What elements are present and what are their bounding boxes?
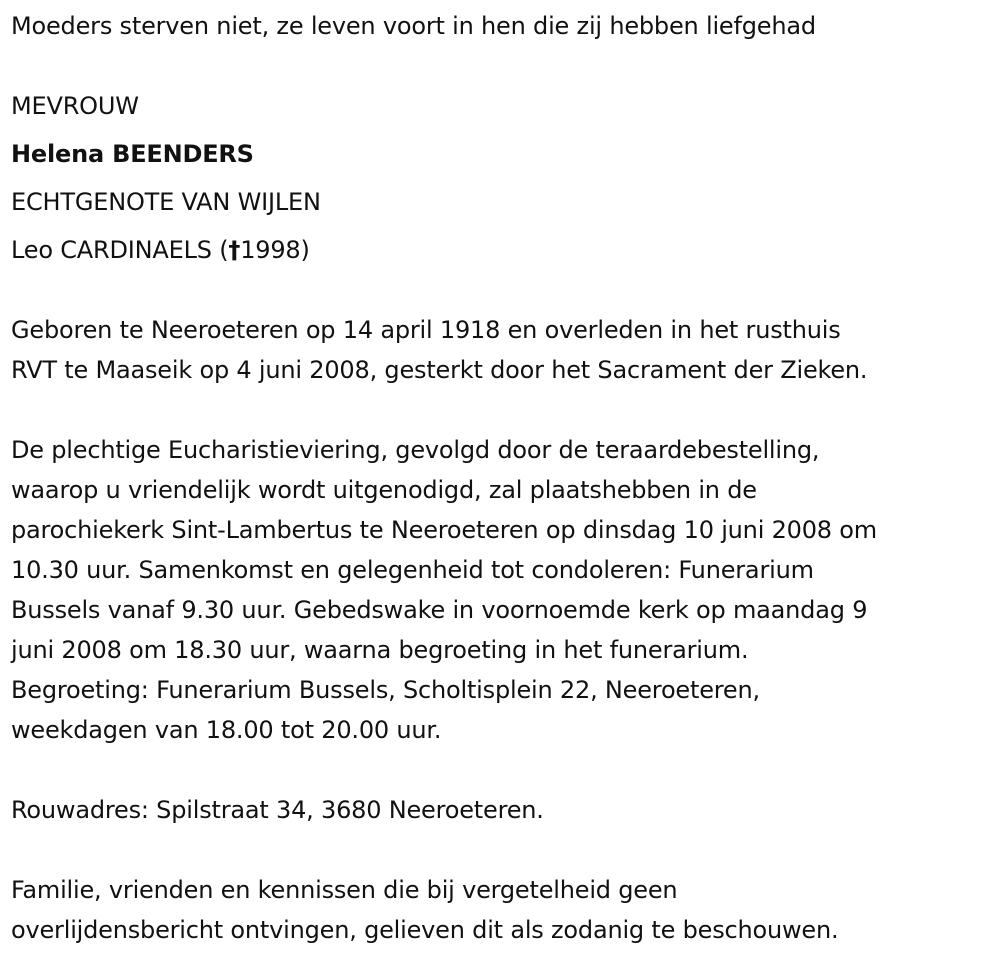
deceased-name: Helena BEENDERS (11, 140, 254, 168)
paragraph-line: overlijdensbericht ontvingen, gelieven dit als zodanig te beschouwen. (11, 916, 839, 944)
paragraph-line: Bussels vanaf 9.30 uur. Gebedswake in voornoemde kerk op maandag 9 (11, 596, 868, 624)
mourning-address: Rouwadres: Spilstraat 34, 3680 Neeroeteren. (11, 796, 544, 824)
paragraph-line: Familie, vrienden en kennissen die bij vergetelheid geen (11, 876, 678, 904)
paragraph-line: parochiekerk Sint-Lambertus te Neeroeteren op dinsdag 10 juni 2008 om (11, 516, 877, 544)
spouse-name: Leo CARDINAELS ( (11, 236, 229, 264)
paragraph-line: waarop u vriendelijk wordt uitgenodigd, zal plaatshebben in de (11, 476, 757, 504)
relation-text: ECHTGENOTE VAN WIJLEN (11, 188, 321, 216)
paragraph-line: weekdagen van 18.00 tot 20.00 uur. (11, 716, 442, 744)
spouse-year: 1998) (240, 236, 310, 264)
address-paragraph (11, 790, 544, 830)
paragraph-line: Geboren te Neeroeteren op 14 april 1918 en overleden in het rusthuis (11, 316, 841, 344)
spouse-line (11, 226, 321, 274)
cross-icon: † (228, 236, 241, 264)
paragraph-line: RVT te Maaseik op 4 juni 2008, gesterkt door het Sacrament der Zieken. (11, 356, 868, 384)
notice-paragraph (11, 870, 838, 950)
paragraph-line: juni 2008 om 18.30 uur, waarna begroeting in het funerarium. (11, 636, 749, 664)
paragraph-line: 10.30 uur. Samenkomst en gelegenheid tot condoleren: Funerarium (11, 556, 814, 584)
ceremony-paragraph (11, 430, 877, 750)
paragraph-line: De plechtige Eucharistieviering, gevolgd door de teraardebestelling, (11, 436, 820, 464)
title-text: MEVROUW (11, 92, 139, 120)
paragraph-line: Begroeting: Funerarium Bussels, Scholtisplein 22, Neeroeteren, (11, 676, 760, 704)
motto-text: Moeders sterven niet, ze leven voort in hen die zij hebben liefgehad (11, 12, 816, 40)
deceased-identity (11, 82, 321, 274)
birth-death-paragraph (11, 310, 867, 390)
